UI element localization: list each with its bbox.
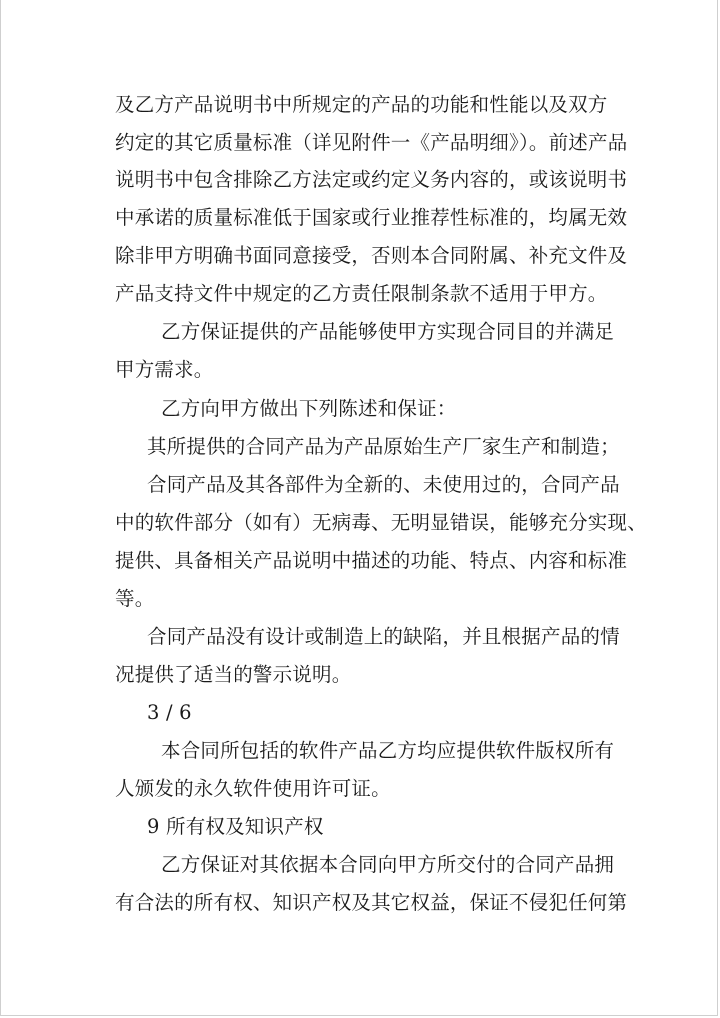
paragraph-start: 合同产品没有设计或制造上的缺陷，并且根据产品的情 [147,625,620,648]
text-line: 况提供了适当的警示说明。 [115,663,352,686]
text-line: 说明书中包含排除乙方法定或约定义务内容的，或该说明书 [115,168,628,191]
text-line: 约定的其它质量标准（详见附件一《产品明细》）。前述产品 [115,131,628,154]
text-line: 甲方需求。 [115,358,214,381]
text-line: 人颁发的永久软件使用许可证。 [115,777,391,800]
paragraph-start: 乙方保证对其依据本合同向甲方所交付的合同产品拥 [161,853,615,876]
text-line: 除非甲方明确书面同意接受，否则本合同附属、补充文件及 [115,244,628,267]
text-line: 提供、具备相关产品说明中描述的功能、特点、内容和标准 [115,549,628,572]
text-line: 有合法的所有权、知识产权及其它权益，保证不侵犯任何第 [115,891,628,914]
paragraph-start: 乙方向甲方做出下列陈述和保证： [161,397,457,420]
text-line: 中承诺的质量标准低于国家或行业推荐性标准的，均属无效 [115,206,628,229]
paragraph-start: 本合同所包括的软件产品乙方均应提供软件版权所有 [161,739,615,762]
text-line: 及乙方产品说明书中所规定的产品的功能和性能以及双方 [115,93,608,116]
page-number: 3 / 6 [147,701,192,724]
text-line: 中的软件部分（如有）无病毒、无明显错误，能够充分实现、 [115,511,647,534]
paragraph-start: 其所提供的合同产品为产品原始生产厂家生产和制造； [147,435,620,458]
section-heading: 9 所有权及知识产权 [147,815,324,838]
text-line: 等。 [115,587,155,610]
paragraph-start: 乙方保证提供的产品能够使甲方实现合同目的并满足 [161,320,615,343]
text-line: 产品支持文件中规定的乙方责任限制条款不适用于甲方。 [115,282,608,305]
paragraph-start: 合同产品及其各部件为全新的、未使用过的，合同产品 [147,473,620,496]
